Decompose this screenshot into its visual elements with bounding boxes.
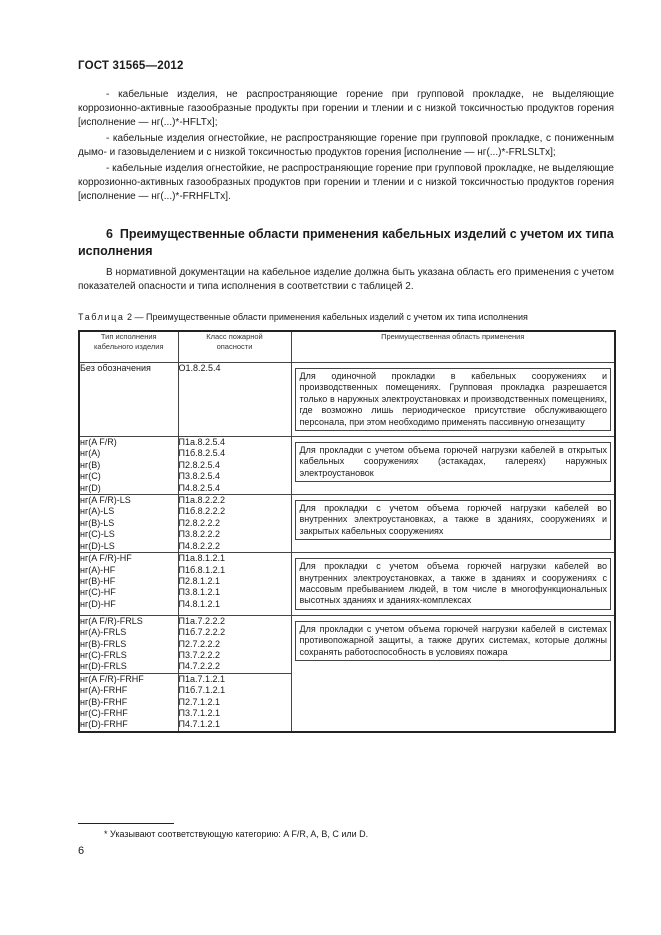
footnote: * Указывают соответствующую категорию: A F/R, A, B, C или D. — [104, 829, 369, 839]
table-caption — [78, 311, 618, 323]
bullet-item: - кабельные изделия, не распространяющие горение при групповой прокладке, не выделяющие коррозионно-активные газообразные продукты при горении и тлении и с низкой токсичностью продуктов горения [исполнение — нг(...)*-HFLTx]; — [78, 89, 614, 128]
type-cell: нг(A F/R)-FRHF нг(A)-FRHF нг(B)-FRHF нг(C)-FRHF нг(D)-FRHF — [79, 673, 178, 732]
area-cell: Для одиночной прокладки в кабельных сооружениях и производственных помещениях. Групповая прокладка разрешается только в наружных электроустановках и производственных помещениях, где возможно лишь периодическое присутствие обслуживающего персонала, при этом необходимо применять пассивную огнезащиту — [291, 363, 615, 437]
page-number: 6 — [78, 845, 85, 857]
type-cell: нг(A F/R)-LS нг(A)-LS нг(B)-LS нг(C)-LS нг(D)-LS — [79, 495, 178, 553]
class-cell: О1.8.2.5.4 — [178, 363, 291, 437]
table-row — [79, 363, 615, 437]
section-number: 6 — [106, 227, 113, 241]
bullet-item: - кабельные изделия огнестойкие, не распространяющие горение при групповой прокладке, не выделяющие коррозионно-активных газообразных продуктов при горении и тлении и с низкой токсичностью продуктов горения [исполнение — нг(...)*-FRHFLTx]. — [78, 163, 614, 202]
type-cell: нг(A F/R)-FRLS нг(A)-FRLS нг(B)-FRLS нг(C)-FRLS нг(D)-FRLS — [79, 615, 178, 673]
class-cell: П1а.7.2.2.2 П1б.7.2.2.2 П2.7.2.2.2 П3.7.2.2.2 П4.7.2.2.2 — [178, 615, 291, 673]
bullet-list — [78, 88, 614, 206]
intro-paragraph: В нормативной документации на кабельное изделие должна быть указана область его применения с учетом показателей опасности и типа исполнения в соответствии с таблицей 2. — [78, 267, 614, 292]
area-cell-merged: Для прокладки с учетом объема горючей нагрузки кабелей в системах противопожарной защиты, а также других системах, которые должны сохранять работоспособность в условиях пожара — [291, 615, 615, 732]
table-row — [79, 495, 615, 553]
table-caption-text: 2 — Преимущественные области применения кабельных изделий с учетом их типа исполнения — [127, 312, 528, 322]
header-type: Тип исполнения кабельного изделия — [79, 331, 178, 363]
class-cell: П1а.8.2.5.4 П1б.8.2.5.4 П2.8.2.5.4 П3.8.2.5.4 П4.8.2.5.4 — [178, 437, 291, 495]
class-cell: П1а.8.2.2.2 П1б.8.2.2.2 П2.8.2.2.2 П3.8.2.2.2 П4.8.2.2.2 — [178, 495, 291, 553]
table-row — [79, 553, 615, 616]
table-caption-label: Таблица — [78, 312, 125, 322]
bullet-item: - кабельные изделия огнестойкие, не распространяющие горение при групповой прокладке, с пониженным дымо- и газовыделением и с низкой токсичностью продуктов горения [исполнение — нг(...)*-FRLSLTx]; — [78, 133, 614, 158]
table-header-row — [79, 331, 615, 363]
table-row — [79, 437, 615, 495]
class-cell: П1а.7.1.2.1 П1б.7.1.2.1 П2.7.1.2.1 П3.7.1.2.1 П4.7.1.2.1 — [178, 673, 291, 732]
footnote-divider — [78, 823, 174, 824]
header-area: Преимущественная область применения — [291, 331, 615, 363]
area-cell: Для прокладки с учетом объема горючей нагрузки кабелей в открытых кабельных сооружениях (эстакадах, галереях) наружных электроустановок — [291, 437, 615, 495]
type-cell: нг(A F/R)-HF нг(A)-HF нг(B)-HF нг(C)-HF нг(D)-HF — [79, 553, 178, 616]
area-cell: Для прокладки с учетом объема горючей нагрузки кабелей во внутренних электроустановках, а также в зданиях и сооружениях с массовым пребыванием людей, в том числе в многофункциональных высотных зданиях и зданиях-комплексах — [291, 553, 615, 616]
header-class: Класс пожарной опасности — [178, 331, 291, 363]
document-code-header: ГОСТ 31565—2012 — [78, 60, 184, 72]
area-cell: Для прокладки с учетом объема горючей нагрузки кабелей во внутренних электроустановках, а также в зданиях, сооружениях и закрытых кабельных сооружениях — [291, 495, 615, 553]
class-cell: П1а.8.1.2.1 П1б.8.1.2.1 П2.8.1.2.1 П3.8.1.2.1 П4.8.1.2.1 — [178, 553, 291, 616]
section-heading — [78, 226, 618, 260]
type-cell: нг(A F/R) нг(A) нг(B) нг(C) нг(D) — [79, 437, 178, 495]
type-cell: Без обозначения — [79, 363, 178, 437]
table-row — [79, 615, 615, 673]
section-title-text: Преимущественные области применения кабельных изделий с учетом их типа исполнения — [78, 227, 614, 258]
application-areas-table — [78, 330, 616, 733]
